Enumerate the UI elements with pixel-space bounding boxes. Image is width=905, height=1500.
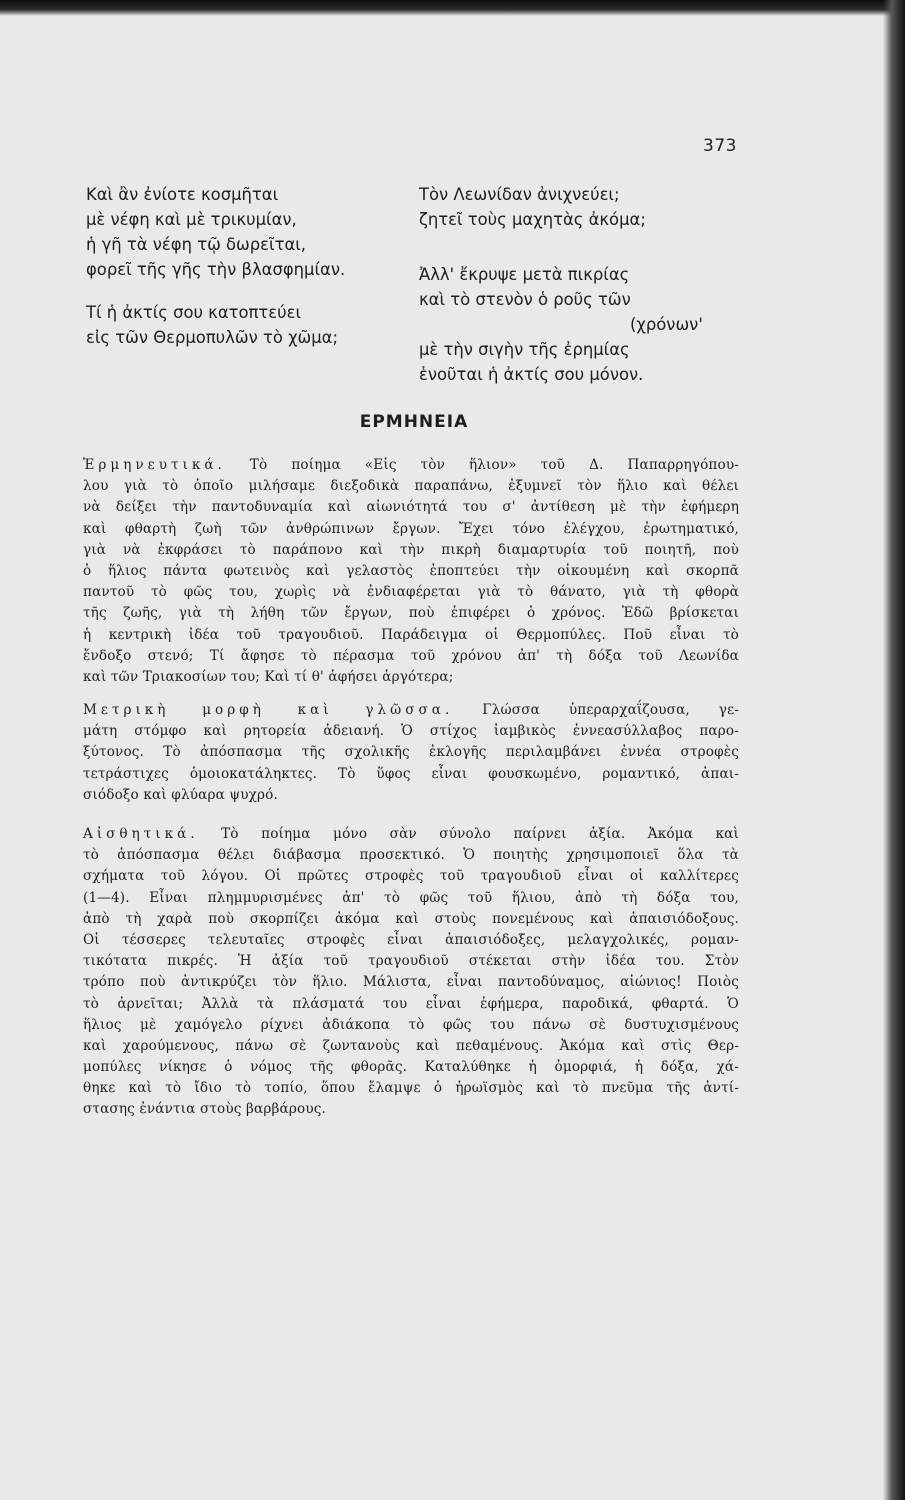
paragraph-line: τρόπο ποὺ ἀντικρύζει τὸν ἥλιο. Μάλιστα, εἶναι παντοδύναμος, αἰώνιος! Ποιὸς bbox=[83, 974, 739, 991]
paragraph-line: καὶ τῶν Τριακοσίων του; Καὶ τί θ' ἀφήσει ἀργότερα; bbox=[83, 668, 454, 685]
paragraph-aesthetics bbox=[83, 824, 739, 1121]
poem-line: μὲ τὴν σιγὴν τῆς ἐρημίας bbox=[419, 340, 630, 359]
poem-line: ζητεῖ τοὺς μαχητὰς ἀκόμα; bbox=[419, 210, 646, 229]
paragraph-line: γιὰ νὰ ἐκφράσει τὸ παράπονο καὶ τὴν πικρὴ διαμαρτυρία τοῦ ποιητῆ, ποὺ bbox=[83, 541, 739, 558]
poem-line: ἑνοῦται ἡ ἀκτίς σου μόνον. bbox=[419, 365, 644, 384]
paragraph-line: σιόδοξο καὶ φλύαρα ψυχρό. bbox=[83, 786, 278, 803]
poem-line: Τὸν Λεωνίδαν ἀνιχνεύει; bbox=[419, 185, 620, 204]
poem-line-continuation: (χρόνων' bbox=[630, 315, 703, 334]
stanza-gap bbox=[86, 282, 345, 300]
paragraph-line: Οἱ τέσσερες τελευταῖες στροφὲς εἶναι ἀπαισιόδοξες, μελαγχολικές, ρομαν- bbox=[83, 931, 739, 948]
poem-line: εἰς τῶν Θερμοπυλῶν τὸ χῶμα; bbox=[86, 328, 339, 347]
paragraph-line: λου γιὰ τὸ ὁποῖο μιλήσαμε διεξοδικὰ παραπάνω, ἐξυμνεῖ τὸν ἥλιο καὶ θέλει bbox=[83, 478, 739, 495]
paragraph-line: τετράστιχες ὁμοιοκατάληκτες. Τὸ ὕφος εἶναι φουσκωμένο, ρομαντικό, ἀπαι- bbox=[83, 765, 739, 782]
poem-line: Τί ἡ ἀκτίς σου κατοπτεύει bbox=[86, 303, 302, 322]
paragraph-label: Αἰσθητικά. bbox=[83, 826, 199, 842]
paragraph-line: ἥλιος μὲ χαμόγελο ρίχνει ἀδιάκοπα τὸ φῶς του πάνω σὲ δυστυχισμένους bbox=[83, 1016, 739, 1033]
paragraph-line: ὁ ἥλιος πάντα φωτεινὸς καὶ γελαστὸς ἐποπτεύει τὴν οἰκουμένη καὶ σκορπᾶ bbox=[83, 562, 739, 579]
paragraph-line: τὸ ἀπόσπασμα θέλει διάβασμα προσεκτικό. Ὁ ποιητὴς χρησιμοποιεῖ ὅλα τὰ bbox=[83, 847, 739, 864]
paragraph-line: τῆς ζωῆς, γιὰ τὴ λήθη τῶν ἔργων, ποὺ ἐπιφέρει ὁ χρόνος. Ἐδῶ βρίσκεται bbox=[83, 605, 739, 622]
paragraph-line: νὰ δείξει τὴν παντοδυναμία καὶ αἰωνιότητά του σ' ἀντίθεση μὲ τὴν ἐφήμερη bbox=[83, 499, 739, 516]
poem-right-column bbox=[419, 182, 703, 387]
page-number: 373 bbox=[703, 136, 737, 156]
paragraph-line: τὸ ἀρνεῖται; Ἀλλὰ τὰ πλάσματά του εἶναι ἐφήμερα, παροδικά, φθαρτά. Ὁ bbox=[83, 995, 739, 1012]
section-heading: ΕΡΜΗΝΕΙΑ bbox=[359, 412, 469, 432]
poem-line: Καὶ ἂν ἐνίοτε κοσμῆται bbox=[86, 185, 279, 204]
paragraph-line: καὶ χαρούμενους, πάνω σὲ ζωντανοὺς καὶ πεθαμένους. Ἀκόμα καὶ στὶς Θερ- bbox=[83, 1037, 739, 1054]
poem-line: ἡ γῆ τὰ νέφη τῷ δωρεῖται, bbox=[86, 235, 307, 254]
stanza-gap bbox=[419, 232, 703, 262]
paragraph-line: Ἑρμηνευτικά. Τὸ ποίημα «Εἰς τὸν ἥλιον» τοῦ Δ. Παπαρρηγόπου- bbox=[83, 457, 739, 473]
paragraph-line: μοπύλες νίκησε ὁ νόμος τῆς φθορᾶς. Καταλύθηκε ἡ ὀμορφιά, ἡ δόξα, χά- bbox=[83, 1059, 739, 1076]
poem-line: Ἀλλ' ἔκρυψε μετὰ πικρίας bbox=[419, 265, 630, 284]
paragraph-line: παντοῦ τὸ φῶς του, χωρὶς νὰ ἐνδιαφέρεται γιὰ τὸ θάνατο, γιὰ τὴ φθορὰ bbox=[83, 584, 739, 601]
paragraph-line: ἀπὸ τὴ χαρὰ ποὺ σκορπίζει ἀκόμα καὶ στοὺς πονεμένους καὶ ἀπαισιόδοξους. bbox=[83, 910, 739, 927]
paragraph-line: μάτη στόμφο καὶ ρητορεία ἀδειανή. Ὁ στίχος ἰαμβικὸς ἐννεασύλλαβος παρο- bbox=[83, 723, 739, 740]
paragraph-line: (1—4). Εἶναι πλημμυρισμένες ἀπ' τὸ φῶς τοῦ ἥλιου, ἀπὸ τὴ δόξα του, bbox=[83, 889, 739, 906]
paragraph-meter-language bbox=[83, 700, 739, 806]
poem-line: φορεῖ τῆς γῆς τὴν βλασφημίαν. bbox=[86, 260, 346, 279]
paragraph-label: Μετρικὴ μορφὴ καὶ γλῶσσα. bbox=[83, 702, 454, 718]
paragraph-line: ἡ κεντρικὴ ἰδέα τοῦ τραγουδιοῦ. Παράδειγμα οἱ Θερμοπύλες. Ποῦ εἶναι τὸ bbox=[83, 626, 739, 643]
paragraph-interpretation bbox=[83, 455, 739, 688]
paragraph-line: ἔνδοξο στενό; Τί ἄφησε τὸ πέρασμα τοῦ χρόνου ἀπ' τὴ δόξα τοῦ Λεωνίδα bbox=[83, 647, 739, 664]
scan-top-edge bbox=[0, 0, 905, 16]
paragraph-line: καὶ φθαρτὴ ζωὴ τῶν ἀνθρώπινων ἔργων. Ἔχει τόνο ἐλέγχου, ἐρωτηματικό, bbox=[83, 520, 739, 537]
paragraph-line: τικότατα πικρές. Ἡ ἀξία τοῦ τραγουδιοῦ στέκεται στὴν ἰδέα του. Στὸν bbox=[83, 953, 739, 970]
poem-line: μὲ νέφη καὶ μὲ τρικυμίαν, bbox=[86, 210, 297, 229]
paragraph-line: Αἰσθητικά. Τὸ ποίημα μόνο σὰν σύνολο παίρνει ἀξία. Ἀκόμα καὶ bbox=[83, 826, 739, 842]
paragraph-line: στασης ἐνάντια στοὺς βαρβάρους. bbox=[83, 1101, 326, 1118]
paragraph-line: σχήματα τοῦ λόγου. Οἱ πρῶτες στροφὲς τοῦ τραγουδιοῦ εἶναι οἱ καλλίτερες bbox=[83, 868, 739, 885]
paragraph-line: θηκε καὶ τὸ ἴδιο τὸ τοπίο, ὅπου ἔλαμψε ὁ ἡρωϊσμὸς καὶ τὸ πνεῦμα τῆς ἀντί- bbox=[83, 1080, 739, 1097]
scan-right-edge bbox=[883, 0, 905, 1500]
poem-line: καὶ τὸ στενὸν ὁ ροῦς τῶν bbox=[419, 290, 631, 309]
paragraph-line: Μετρικὴ μορφὴ καὶ γλῶσσα. Γλώσσα ὑπεραρχαΐζουσα, γε- bbox=[83, 702, 739, 718]
paragraph-label: Ἑρμηνευτικά. bbox=[83, 457, 226, 473]
poem-left-column bbox=[86, 182, 345, 350]
paragraph-line: ξύτονος. Τὸ ἀπόσπασμα τῆς σχολικῆς ἐκλογῆς περιλαμβάνει ἐννέα στροφὲς bbox=[83, 744, 739, 761]
